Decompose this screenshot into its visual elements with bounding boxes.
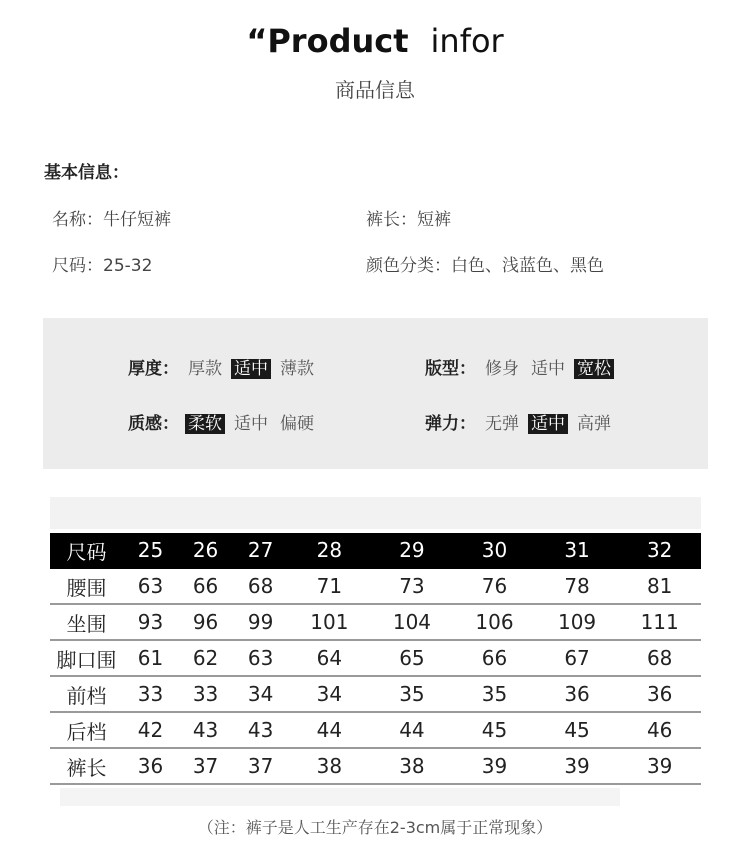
attribute-key: 版型： — [425, 359, 476, 379]
row-label: 前档 — [50, 676, 123, 712]
table-cell: 66 — [453, 640, 536, 676]
table-cell: 46 — [618, 712, 701, 748]
table-cell: 44 — [288, 712, 371, 748]
attribute-elasticity — [425, 409, 614, 434]
table-cell: 67 — [536, 640, 619, 676]
table-row — [50, 568, 701, 604]
table-cell: 109 — [536, 604, 619, 640]
size-table — [50, 533, 701, 785]
attribute-thickness — [128, 354, 317, 379]
row-label: 后档 — [50, 712, 123, 748]
attribute-option-selected: 适中 — [528, 414, 568, 434]
table-cell: 101 — [288, 604, 371, 640]
footnote: （注：裤子是人工生产存在2-3cm属于正常现象） — [197, 818, 553, 837]
attributes-panel — [43, 318, 708, 469]
attribute-fit — [425, 354, 614, 379]
faded-decoration-top — [50, 497, 701, 529]
table-cell: 33 — [123, 676, 178, 712]
table-cell: 63 — [123, 568, 178, 604]
table-row — [50, 604, 701, 640]
table-cell: 37 — [178, 748, 233, 784]
table-cell: 36 — [618, 676, 701, 712]
table-cell: 68 — [233, 568, 288, 604]
table-cell: 81 — [618, 568, 701, 604]
attribute-option: 适中 — [531, 359, 565, 379]
basic-info-label: 基本信息： — [44, 163, 129, 183]
attribute-texture — [128, 409, 317, 434]
table-cell: 73 — [371, 568, 454, 604]
table-cell: 34 — [233, 676, 288, 712]
row-label: 坐围 — [50, 604, 123, 640]
size-table-header — [50, 533, 701, 568]
attribute-option-selected: 柔软 — [185, 414, 225, 434]
table-cell: 104 — [371, 604, 454, 640]
row-label: 尺码 — [50, 533, 123, 568]
table-cell: 111 — [618, 604, 701, 640]
page-title — [0, 22, 750, 60]
table-cell: 37 — [233, 748, 288, 784]
row-label: 脚口围 — [50, 640, 123, 676]
table-cell: 39 — [536, 748, 619, 784]
table-cell: 62 — [178, 640, 233, 676]
table-cell: 76 — [453, 568, 536, 604]
table-cell: 93 — [123, 604, 178, 640]
row-label: 裤长 — [50, 748, 123, 784]
size-range: 尺码：25-32 — [52, 256, 153, 276]
table-row — [50, 640, 701, 676]
table-cell: 33 — [178, 676, 233, 712]
table-cell: 31 — [536, 533, 619, 568]
attribute-key: 弹力： — [425, 414, 476, 434]
table-cell: 43 — [233, 712, 288, 748]
color-options: 颜色分类：白色、浅蓝色、黑色 — [366, 256, 604, 276]
attribute-option: 适中 — [234, 414, 268, 434]
table-cell: 35 — [453, 676, 536, 712]
title-light: infor — [430, 22, 504, 60]
table-cell: 26 — [178, 533, 233, 568]
table-cell: 36 — [536, 676, 619, 712]
table-row — [50, 748, 701, 784]
table-cell: 34 — [288, 676, 371, 712]
table-cell: 64 — [288, 640, 371, 676]
attribute-option: 无弹 — [485, 414, 519, 434]
table-row — [50, 712, 701, 748]
table-cell: 45 — [453, 712, 536, 748]
table-cell: 42 — [123, 712, 178, 748]
table-cell: 38 — [371, 748, 454, 784]
attribute-option: 高弹 — [577, 414, 611, 434]
table-row — [50, 676, 701, 712]
attribute-option-selected: 宽松 — [574, 359, 614, 379]
table-cell: 36 — [123, 748, 178, 784]
attribute-key: 厚度： — [128, 359, 179, 379]
table-cell: 66 — [178, 568, 233, 604]
table-cell: 30 — [453, 533, 536, 568]
product-name: 名称：牛仔短裤 — [52, 210, 171, 230]
table-cell: 61 — [123, 640, 178, 676]
table-cell: 96 — [178, 604, 233, 640]
table-cell: 29 — [371, 533, 454, 568]
table-cell: 27 — [233, 533, 288, 568]
table-cell: 63 — [233, 640, 288, 676]
table-cell: 99 — [233, 604, 288, 640]
attribute-option-selected: 适中 — [231, 359, 271, 379]
table-cell: 43 — [178, 712, 233, 748]
table-cell: 35 — [371, 676, 454, 712]
attribute-option: 修身 — [485, 359, 519, 379]
page-subtitle: 商品信息 — [335, 78, 415, 102]
table-cell: 25 — [123, 533, 178, 568]
row-label: 腰围 — [50, 568, 123, 604]
table-cell: 39 — [453, 748, 536, 784]
table-cell: 44 — [371, 712, 454, 748]
table-cell: 39 — [618, 748, 701, 784]
table-cell: 68 — [618, 640, 701, 676]
attribute-option: 薄款 — [280, 359, 314, 379]
table-cell: 71 — [288, 568, 371, 604]
faded-decoration-bottom — [60, 788, 620, 806]
table-cell: 38 — [288, 748, 371, 784]
attribute-option: 偏硬 — [280, 414, 314, 434]
pants-length: 裤长：短裤 — [366, 210, 451, 230]
table-cell: 32 — [618, 533, 701, 568]
attribute-key: 质感： — [128, 414, 179, 434]
table-cell: 28 — [288, 533, 371, 568]
attribute-option: 厚款 — [188, 359, 222, 379]
title-bold: “Product — [246, 22, 409, 60]
table-cell: 106 — [453, 604, 536, 640]
table-cell: 45 — [536, 712, 619, 748]
table-cell: 78 — [536, 568, 619, 604]
table-cell: 65 — [371, 640, 454, 676]
